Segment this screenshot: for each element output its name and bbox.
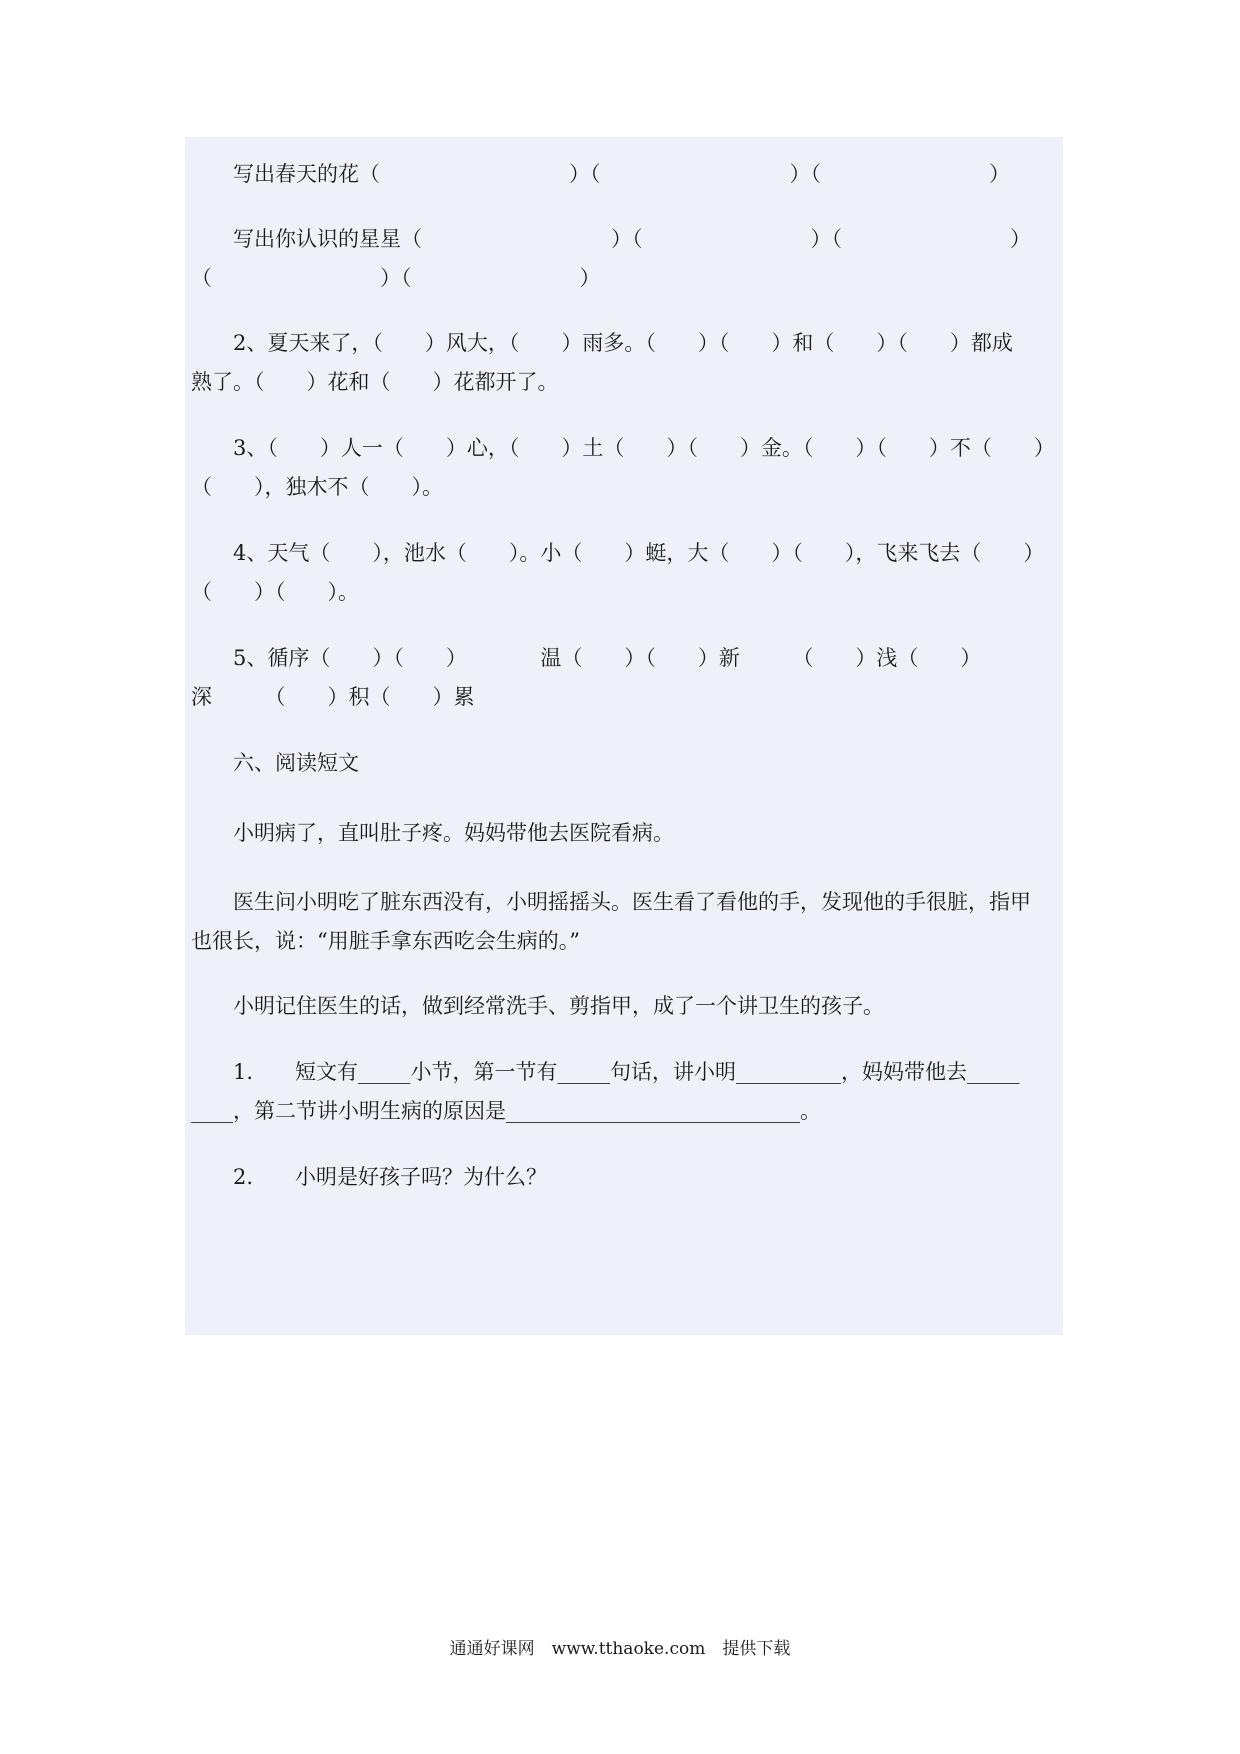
reading-question-1-line-2: ____，第二节讲小明生病的原因是____________________________。 [191, 1099, 821, 1123]
section-6-heading: 六、阅读短文 [233, 751, 359, 775]
question-4-line-2: （ ）（ ）。 [191, 580, 359, 604]
reading-question-2: 2. 小明是好孩子吗？为什么？ [233, 1165, 548, 1189]
worksheet-panel [185, 137, 1063, 1335]
passage-paragraph-2-line-1: 医生问小明吃了脏东西没有，小明摇摇头。医生看了看他的手，发现他的手很脏，指甲 [233, 890, 1031, 914]
stars-line-continued: （ ）（ ） [191, 266, 601, 290]
question-3-line-2: （ ），独木不（ ）。 [191, 475, 443, 499]
question-5-line-1: 5、循序（ ）（ ） 温（ ）（ ）新 （ ）浅（ ） [233, 646, 982, 670]
question-5-line-2: 深 （ ）积（ ）累 [191, 685, 475, 709]
reading-question-1-line-1: 1. 短文有_____小节，第一节有_____句话，讲小明__________，妈妈带他去_____ [233, 1060, 1020, 1084]
footer-credit: 通通好课网 www.tthaoke.com 提供下载 [449, 1639, 791, 1659]
passage-paragraph-1: 小明病了，直叫肚子疼。妈妈带他去医院看病。 [233, 821, 674, 845]
stars-line: 写出你认识的星星（ ）（ ）（ ） [233, 227, 1031, 251]
passage-paragraph-3: 小明记住医生的话，做到经常洗手、剪指甲，成了一个讲卫生的孩子。 [233, 994, 884, 1018]
passage-paragraph-2-line-2: 也很长，说：“用脏手拿东西吃会生病的。” [191, 929, 580, 953]
question-2-line-2: 熟了。（ ）花和（ ）花都开了。 [191, 370, 559, 394]
question-2-line-1: 2、夏天来了，（ ）风大，（ ）雨多。（ ）（ ）和（ ）（ ）都成 [233, 331, 1013, 355]
question-4-line-1: 4、天气（ ），池水（ ）。小（ ）蜓，大（ ）（ ），飞来飞去（ ） [233, 541, 1045, 565]
question-3-line-1: 3、（ ）人一（ ）心，（ ）土（ ）（ ）金。（ ）（ ）不（ ） [233, 436, 1055, 460]
spring-flowers-line: 写出春天的花（ ）（ ）（ ） [233, 162, 1010, 186]
